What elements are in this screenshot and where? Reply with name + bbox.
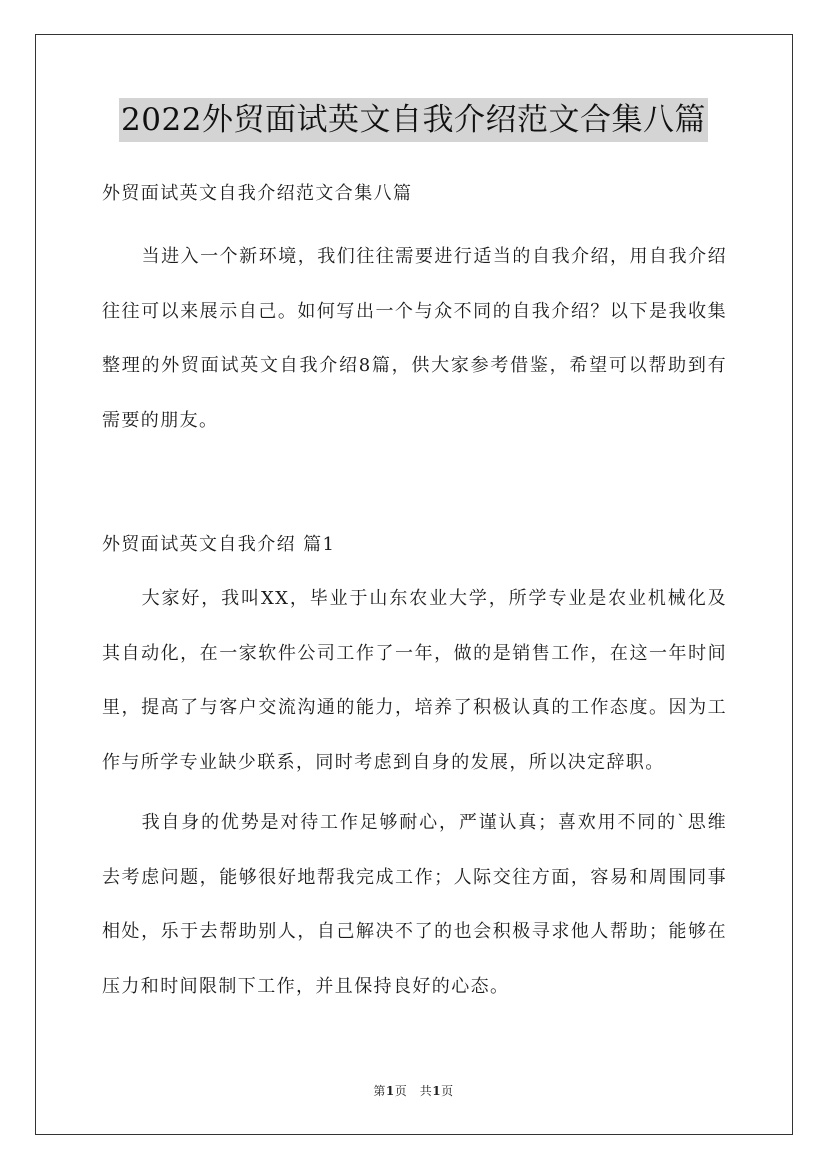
footer-page-current: 1 <box>385 1084 395 1098</box>
footer-page-suffix: 页 <box>441 1084 454 1098</box>
body-paragraph-2: 我自身的优势是对待工作足够耐心，严谨认真；喜欢用不同的`思维去考虑问题，能够很好地帮我完成工作；人际交往方面，容易和周围同事相处，乐于去帮助别人，自己解决不了的也会积极寻求他人帮助；能够在压力和时间限制下工作，并且保持良好的心态。 <box>102 812 727 997</box>
intro-paragraph: 当进入一个新环境，我们往往需要进行适当的自我介绍，用自我介绍往往可以来展示自己。如何写出一个与众不同的自我介绍？以下是我收集整理的外贸面试英文自我介绍8篇，供大家参考借鉴，希望可以帮助到有需要的朋友。 <box>102 246 727 431</box>
footer-page-prefix: 第 <box>373 1084 386 1098</box>
body-paragraph-1: 大家好，我叫XX，毕业于山东农业大学，所学专业是农业机械化及其自动化，在一家软件公司工作了一年，做的是销售工作，在这一年时间里，提高了与客户交流沟通的能力，培养了积极认真的工作态度。因为工作与所学专业缺少联系，同时考虑到自身的发展，所以决定辞职。 <box>102 588 727 773</box>
section-heading: 外贸面试英文自我介绍 篇1 <box>102 534 336 555</box>
footer-page-total: 1 <box>432 1084 442 1098</box>
title-container <box>0 98 827 142</box>
document-body <box>102 172 727 1014</box>
footer-page-mid: 页 共 <box>394 1084 433 1098</box>
document-subtitle: 外贸面试英文自我介绍范文合集八篇 <box>102 183 413 204</box>
page-footer <box>0 1082 827 1099</box>
document-title: 2022外贸面试英文自我介绍范文合集八篇 <box>119 98 708 142</box>
